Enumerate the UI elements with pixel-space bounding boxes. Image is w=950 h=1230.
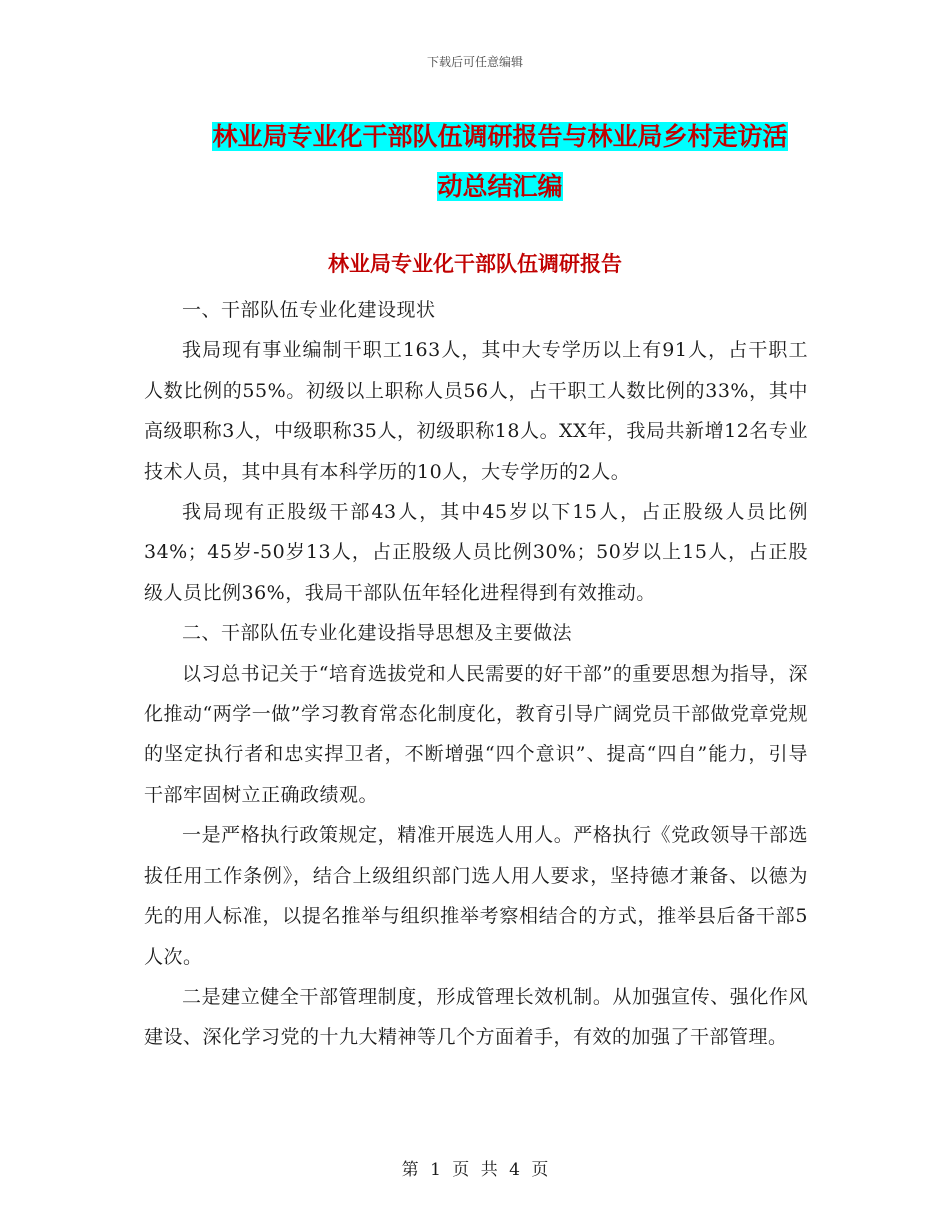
document-title [190, 112, 810, 212]
document-title-line-1: 林业局专业化干部队伍调研报告与林业局乡村走访活 [212, 122, 788, 151]
page-number: 第 1 页 共 4 页 [401, 1160, 549, 1180]
paragraph-management-system: 二是建立健全干部管理制度，形成管理长效机制。从加强宣传、强化作风建设、深化学习党的十九大精神等几个方面着手，有效的加强了干部管理。 [144, 985, 808, 1049]
heading-guiding-ideology: 二、干部队伍专业化建设指导思想及主要做法 [182, 622, 573, 645]
document-body [144, 290, 808, 1058]
heading-current-status: 一、干部队伍专业化建设现状 [182, 299, 436, 321]
document-title-line-2: 动总结汇编 [437, 172, 563, 201]
section-title: 林业局专业化干部队伍调研报告 [328, 252, 622, 276]
paragraph-staff-statistics: 我局现有事业编制干职工163人，其中大专学历以上有91人，占干职工人数比例的55%。初级以上职称人员56人，占干职工人数比例的33%，其中高级职称3人，中级职称35人，初级职称18人。XX年，我局共新增12名专业技术人员，其中具有本科学历的10人，大专学历的2人。 [144, 339, 808, 483]
paragraph-selection-policy: 一是严格执行政策规定，精准开展选人用人。严格执行《党政领导干部选拔任用工作条例》，结合上级组织部门选人用人要求，坚持德才兼备、以德为先的用人标准，以提名推举与组织推举考察相结合的方式，推举县后备干部5人次。 [144, 824, 808, 968]
paragraph-guiding-ideology: 以习总书记关于“培育选拔党和人民需要的好干部”的重要思想为指导，深化推动“两学一做”学习教育常态化制度化，教育引导广阔党员干部做党章党规的坚定执行者和忠实捍卫者，不断增强“四个意识”、提高“四自”能力，引导干部牢固树立正确政绩观。 [144, 662, 808, 806]
header-note: 下载后可任意编辑 [426, 55, 523, 69]
paragraph-age-statistics: 我局现有正股级干部43人，其中45岁以下15人，占正股级人员比例34%；45岁-50岁13人，占正股级人员比例30%；50岁以上15人，占正股级人员比例36%，我局干部队伍年轻化进程得到有效推动。 [144, 501, 808, 604]
